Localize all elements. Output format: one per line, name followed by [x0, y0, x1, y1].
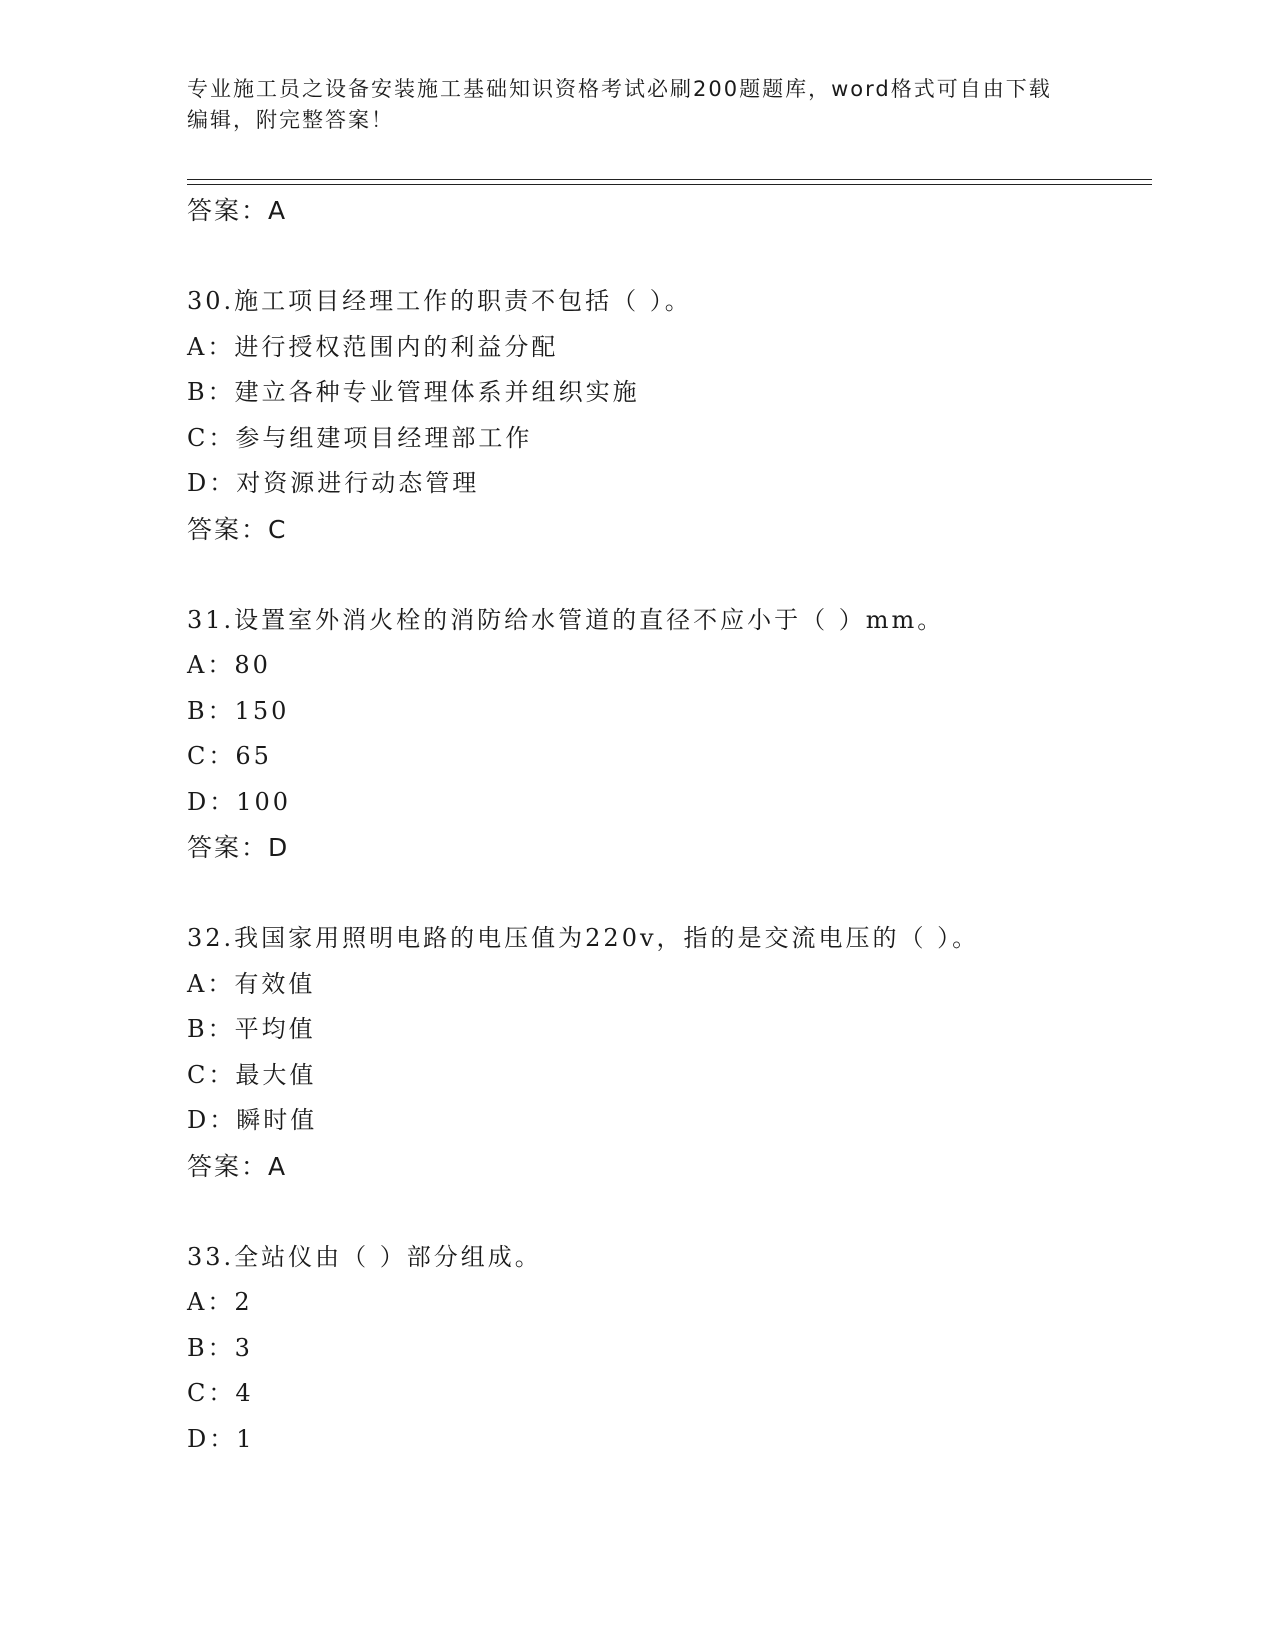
option-d: D：100	[187, 787, 292, 816]
answer-line: 答案：C	[187, 514, 288, 544]
question-31	[187, 598, 1152, 871]
answer-line: 答案：D	[187, 833, 290, 862]
option-c: C：最大值	[187, 1060, 317, 1089]
question-stem: 32.我国家用照明电路的电压值为220v，指的是交流电压的（ ）。	[187, 924, 980, 952]
spacer	[187, 1189, 1152, 1235]
question-32	[187, 916, 1152, 1189]
option-b: B：平均值	[187, 1015, 316, 1043]
question-33	[187, 1235, 1152, 1463]
option-c: C：参与组建项目经理部工作	[187, 423, 533, 452]
option-a: A：进行授权范围内的利益分配	[187, 332, 559, 361]
option-b: B：建立各种专业管理体系并组织实施	[187, 378, 640, 406]
option-b: B：3	[187, 1333, 253, 1362]
question-stem: 31.设置室外消火栓的消防给水管道的直径不应小于（ ）mm。	[187, 605, 945, 634]
spacer	[187, 234, 1152, 280]
header-divider-top	[187, 179, 1152, 180]
option-a: A：有效值	[187, 969, 316, 998]
option-a: A：2	[187, 1288, 253, 1316]
spacer	[187, 552, 1152, 598]
option-d: D：1	[187, 1424, 255, 1453]
answer-line: 答案：A	[187, 196, 288, 225]
question-list	[187, 188, 1152, 1462]
option-b: B：150	[187, 696, 290, 725]
option-d: D：瞬时值	[187, 1106, 318, 1134]
option-d: D：对资源进行动态管理	[187, 469, 480, 497]
question-stem: 30.施工项目经理工作的职责不包括（ ）。	[187, 287, 692, 315]
question-30	[187, 279, 1152, 552]
question-stem: 33.全站仪由（ ）部分组成。	[187, 1242, 542, 1271]
header-divider-bottom	[187, 184, 1152, 185]
option-c: C：4	[187, 1379, 254, 1407]
document-header: 专业施工员之设备安装施工基础知识资格考试必刷200题题库，word格式可自由下载编辑，附完整答案！	[187, 77, 1052, 132]
answer-line: 答案：A	[187, 1151, 288, 1181]
option-a: A：80	[187, 651, 271, 679]
option-c: C：65	[187, 742, 272, 770]
spacer	[187, 871, 1152, 917]
